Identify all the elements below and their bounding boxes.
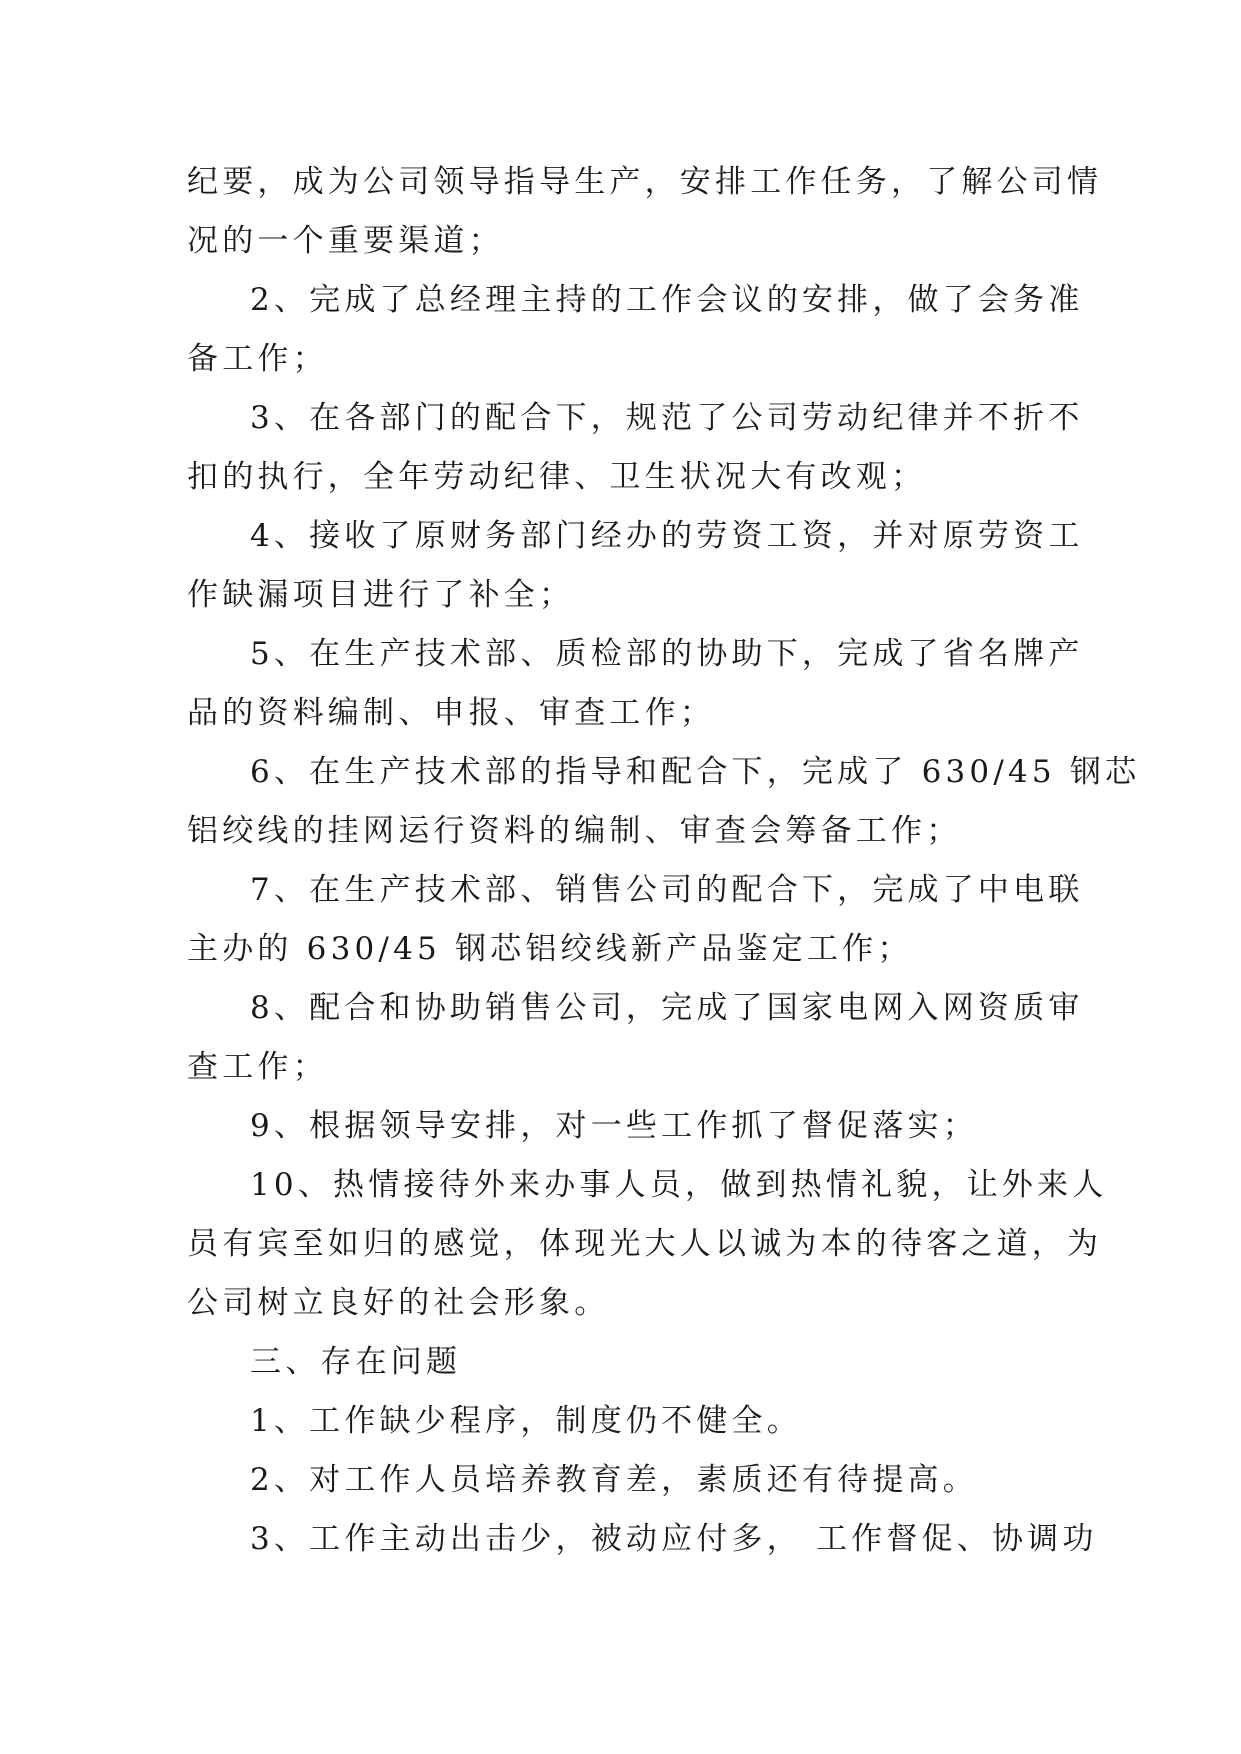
text-line: 况的一个重要渠道； <box>187 223 504 259</box>
text-line: 5、在生产技术部、质检部的协助下，完成了省名牌产 <box>250 636 1084 672</box>
text-line: 3、在各部门的配合下，规范了公司劳动纪律并不折不 <box>250 400 1084 436</box>
text-line: 2、对工作人员培养教育差，素质还有待提高。 <box>250 1462 978 1498</box>
text-line: 备工作； <box>187 341 328 377</box>
text-line: 品的资料编制、申报、审查工作； <box>187 695 715 731</box>
text-line: 4、接收了原财务部门经办的劳资工资，并对原劳资工 <box>250 518 1084 554</box>
text-line: 查工作； <box>187 1049 328 1085</box>
text-line: 1、工作缺少程序，制度仍不健全。 <box>250 1403 802 1439</box>
document-body <box>187 153 1141 1569</box>
text-line: 纪要，成为公司领导指导生产，安排工作任务，了解公司情 <box>187 164 1103 200</box>
text-line: 10、热情接待外来办事人员，做到热情礼貌，让外来人 <box>250 1167 1108 1203</box>
text-line: 作缺漏项目进行了补全； <box>187 577 575 613</box>
text-line: 2、完成了总经理主持的工作会议的安排，做了会务准 <box>250 282 1084 318</box>
text-line: 主办的 630/45 钢芯铝绞线新产品鉴定工作； <box>187 931 913 967</box>
section-heading: 三、存在问题 <box>250 1344 462 1380</box>
text-line: 7、在生产技术部、销售公司的配合下，完成了中电联 <box>250 872 1084 908</box>
text-line: 扣的执行，全年劳动纪律、卫生状况大有改观； <box>187 459 927 495</box>
text-line: 8、配合和协助销售公司，完成了国家电网入网资质审 <box>250 990 1084 1026</box>
text-line: 9、根据领导安排，对一些工作抓了督促落实； <box>250 1108 978 1144</box>
text-line: 公司树立良好的社会形象。 <box>187 1285 610 1321</box>
text-line: 铝绞线的挂网运行资料的编制、审查会筹备工作； <box>187 813 962 849</box>
text-line: 员有宾至如归的感觉，体现光大人以诚为本的待客之道，为 <box>187 1226 1103 1262</box>
text-line: 3、工作主动出击少，被动应付多， 工作督促、协调功 <box>250 1521 1098 1557</box>
text-line: 6、在生产技术部的指导和配合下，完成了 630/45 钢芯 <box>250 754 1141 790</box>
